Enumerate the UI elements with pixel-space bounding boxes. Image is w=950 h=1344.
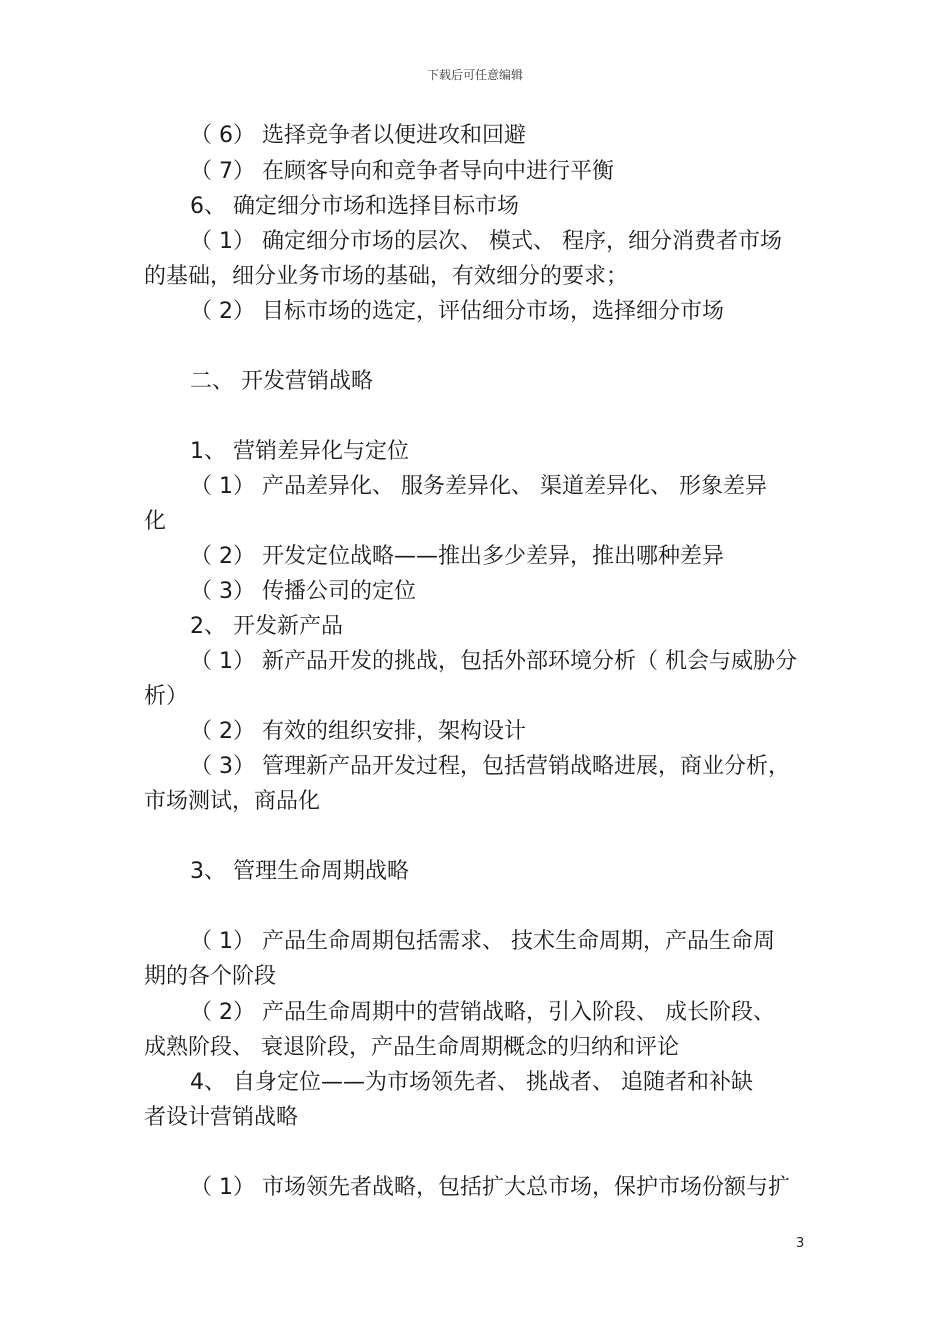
text-line: 析） bbox=[144, 684, 189, 709]
text-line: （ 1） 新产品开发的挑战，包括外部环境分析（ 机会与威胁分 bbox=[190, 649, 797, 674]
text-line: 期的各个阶段 bbox=[144, 964, 277, 989]
text-line: （ 2） 开发定位战略——推出多少差异，推出哪种差异 bbox=[190, 544, 724, 569]
text-line: （ 3） 管理新产品开发过程，包括营销战略进展，商业分析， bbox=[190, 754, 790, 779]
text-line: （ 2） 目标市场的选定，评估细分市场，选择细分市场 bbox=[190, 299, 724, 324]
page-header: 下载后可任意编辑 bbox=[426, 68, 523, 82]
text-line: （ 1） 产品差异化、 服务差异化、 渠道差异化、 形象差异 bbox=[190, 474, 767, 499]
text-line: 的基础，细分业务市场的基础，有效细分的要求； bbox=[144, 264, 629, 289]
text-line: （ 6） 选择竞争者以便进攻和回避 bbox=[190, 123, 526, 148]
text-line: （ 1） 市场领先者战略，包括扩大总市场，保护市场份额与扩 bbox=[190, 1175, 790, 1200]
subsection-heading: 3、 管理生命周期战略 bbox=[190, 859, 409, 884]
subsection-heading: 2、 开发新产品 bbox=[190, 614, 343, 639]
text-line: （ 2） 有效的组织安排，架构设计 bbox=[190, 719, 526, 744]
text-line: 者设计营销战略 bbox=[144, 1105, 299, 1130]
text-line: （ 1） 确定细分市场的层次、 模式、 程序，细分消费者市场 bbox=[190, 229, 782, 254]
text-line: （ 7） 在顾客导向和竞争者导向中进行平衡 bbox=[190, 159, 614, 184]
text-line: 成熟阶段、 衰退阶段，产品生命周期概念的归纳和评论 bbox=[144, 1035, 679, 1060]
text-line: 化 bbox=[144, 509, 167, 534]
text-line: 市场测试，商品化 bbox=[144, 789, 321, 814]
text-line: （ 3） 传播公司的定位 bbox=[190, 579, 416, 604]
text-line: 6、 确定细分市场和选择目标市场 bbox=[190, 194, 519, 219]
text-line: （ 1） 产品生命周期包括需求、 技术生命周期，产品生命周 bbox=[190, 929, 775, 954]
subsection-heading: 1、 营销差异化与定位 bbox=[190, 439, 409, 464]
subsection-heading: 4、 自身定位——为市场领先者、 挑战者、 追随者和补缺 bbox=[190, 1070, 753, 1095]
text-line: （ 2） 产品生命周期中的营销战略，引入阶段、 成长阶段、 bbox=[190, 1000, 775, 1025]
page-number: 3 bbox=[796, 1236, 805, 1251]
section-heading: 二、 开发营销战略 bbox=[190, 369, 373, 394]
